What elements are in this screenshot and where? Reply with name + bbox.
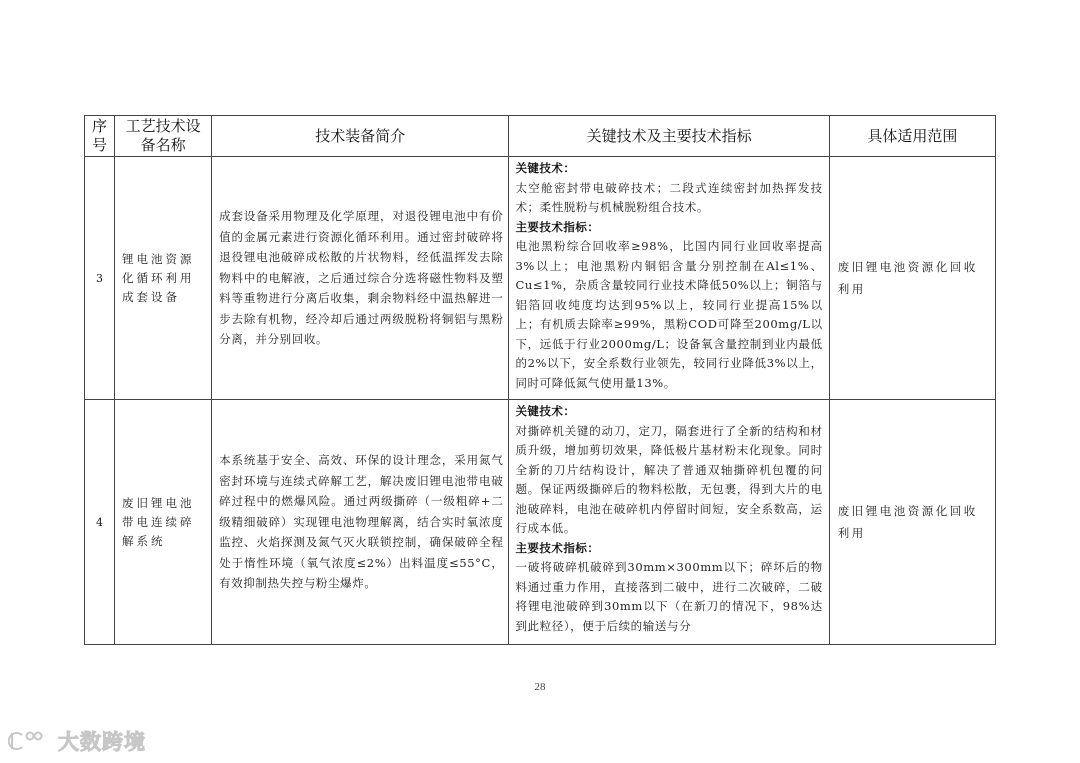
table-header-row xyxy=(85,116,996,157)
table-row xyxy=(85,157,996,400)
watermark xyxy=(8,726,146,756)
application-scope: 废旧锂电池资源化回收利用 xyxy=(829,157,995,400)
equipment-name: 废旧锂电池带电连续碎解系统 xyxy=(115,400,212,645)
header-scope: 具体适用范围 xyxy=(829,116,995,157)
header-intro: 技术装备简介 xyxy=(212,116,509,157)
key-tech-text: 太空舱密封带电破碎技术；二段式连续密封加热挥发技术；柔性脱粉与机械脱粉组合技术。 xyxy=(515,180,823,214)
key-tech-heading: 关键技术： xyxy=(515,404,576,418)
process-technology-table xyxy=(84,115,996,645)
key-tech-cell xyxy=(509,157,829,400)
equipment-intro: 成套设备采用物理及化学原理，对退役锂电池中有价值的金属元素进行资源化循环利用。通过密封破碎将退役锂电池破碎成松散的片状物料，经低温挥发去除物料中的电解液，之后通过综合分选将磁性物料及塑料等重物进行分离后收集，剩余物料经中温热解进一步去除有机物，经冷却后通过两级脱粉将铜铝与黑粉分离，并分别回收。 xyxy=(212,157,509,400)
key-tech-cell xyxy=(509,400,829,645)
k100-logo-icon xyxy=(8,729,52,753)
key-tech-heading: 关键技术： xyxy=(515,161,576,175)
indicators-heading: 主要技术指标： xyxy=(515,540,600,555)
table-row xyxy=(85,400,996,645)
indicators-heading: 主要技术指标： xyxy=(515,219,600,234)
header-no: 序号 xyxy=(85,116,115,157)
row-number: 4 xyxy=(85,400,115,645)
page-number: 28 xyxy=(534,681,546,693)
equipment-name: 锂电池资源化循环利用成套设备 xyxy=(115,157,212,400)
watermark-text: 大数跨境 xyxy=(58,730,146,754)
application-scope: 废旧锂电池资源化回收利用 xyxy=(829,400,995,645)
indicators-text: 一破将破碎机破碎到30mm×300mm以下；碎坏后的物料通过重力作用，直接落到二破中，进行二次破碎，二破将锂电池破碎到30mm以下（在新刀的情况下，98%达到此粒径），便于后续的输送与分 xyxy=(515,560,823,633)
key-tech-text: 对撕碎机关键的动刀，定刀，隔套进行了全新的结构和材质升级，增加剪切效果，降低极片基材粉末化现象。同时全新的刀片结构设计，解决了普通双轴撕碎机包覆的问题。保证两级撕碎后的物料松散，无包裹，得到大片的电池破碎料，电池在破碎机内停留时间短，安全系数高，运行成本低。 xyxy=(515,423,823,535)
indicators-text: 电池黑粉综合回收率≥98%，比国内同行业回收率提高3%以上；电池黑粉内铜铝含量分别控制在Al≤1%、Cu≤1%，杂质含量较同行业技术降低50%以上；铜箔与铝箔回收纯度均达到95%以上，较同行业提高15%以上；有机质去除率≥99%，黑粉COD可降至200mg/L以下，远低于行业2000mg/L；设备氧含量控制到业内最低的2%以下，安全系数行业领先，较同行业降低3%以上，同时可降低氮气使用量13%。 xyxy=(515,239,823,390)
row-number: 3 xyxy=(85,157,115,400)
header-name: 工艺技术设备名称 xyxy=(115,116,212,157)
equipment-intro: 本系统基于安全、高效、环保的设计理念，采用氮气密封环境与连续式碎解工艺，解决废旧锂电池带电破碎过程中的燃爆风险。通过两级撕碎（一级粗碎+二级精细破碎）实现锂电池物理解离，结合实时氧浓度监控、火焰探测及氮气灭火联锁控制，确保破碎全程处于惰性环境（氧气浓度≤2%）出料温度≤55°C，有效抑制热失控与粉尘爆炸。 xyxy=(212,400,509,645)
header-key-tech: 关键技术及主要技术指标 xyxy=(509,116,829,157)
